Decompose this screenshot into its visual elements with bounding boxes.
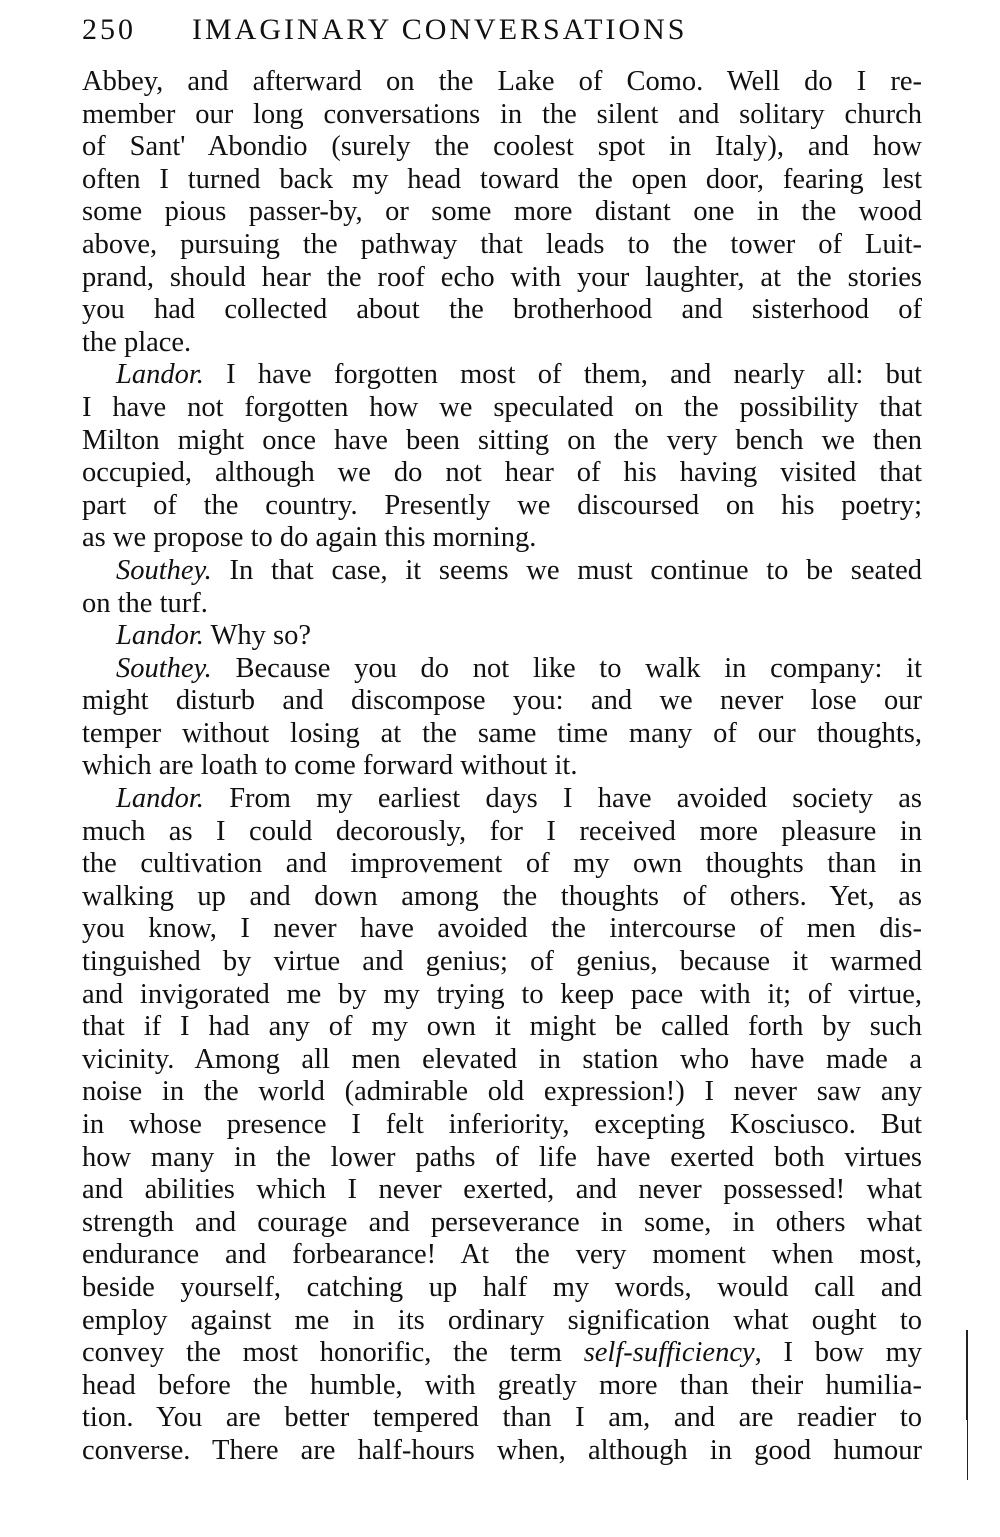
line-text: that if I had any of my own it might be called forth by such	[82, 1011, 922, 1043]
text-line	[82, 848, 922, 881]
line-text: often I turned back my head toward the open door, fearing lest	[82, 163, 922, 195]
text-line	[82, 1207, 922, 1240]
running-header	[82, 12, 942, 52]
text-line	[82, 1011, 922, 1044]
text-line	[82, 1174, 922, 1207]
line-text: might disturb and discompose you: and we never lose our	[82, 685, 922, 717]
line-text: endurance and forbearance! At the very moment when most,	[82, 1239, 922, 1271]
line-text: beside yourself, catching up half my words, would call and	[82, 1271, 922, 1303]
text-line	[82, 1109, 922, 1142]
line-text: In that case, it seems we must continue to be seated	[211, 554, 922, 586]
text-line	[82, 979, 922, 1012]
speaker-name: Southey.	[116, 554, 212, 586]
text-line	[82, 750, 922, 783]
text-line	[82, 229, 922, 262]
line-text: temper without losing at the same time many of our thoughts,	[82, 717, 922, 749]
line-text: I have forgotten most of them, and nearly all: but	[203, 359, 922, 391]
text-line	[82, 490, 922, 523]
text-line	[82, 1370, 922, 1403]
margin-rule	[967, 1420, 968, 1480]
line-text: the place.	[82, 326, 192, 358]
text-line	[82, 1142, 922, 1175]
line-text: occupied, although we do not hear of his having visited that	[82, 457, 922, 489]
line-text: as we propose to do again this morning.	[82, 522, 537, 554]
line-text: I have not forgotten how we speculated on the possibility that	[82, 391, 922, 423]
text-line	[82, 1272, 922, 1305]
line-text: tinguished by virtue and genius; of genius, because it warmed	[82, 946, 922, 978]
line-text: in whose presence I felt inferiority, excepting Kosciusco. But	[82, 1109, 922, 1140]
text-line	[82, 392, 922, 425]
line-text: you had collected about the brotherhood and sisterhood of	[82, 294, 922, 326]
body-text	[82, 66, 922, 1468]
line-text: strength and courage and perseverance in some, in others what	[82, 1206, 922, 1238]
text-line	[82, 66, 922, 99]
text-line	[82, 1044, 922, 1077]
line-text: Abbey, and afterward on the Lake of Como. Well do I re-	[82, 66, 922, 97]
text-line	[82, 1305, 922, 1338]
text-line	[82, 588, 922, 621]
text-line	[82, 164, 922, 197]
text-line	[82, 196, 922, 229]
text-line	[82, 1402, 922, 1435]
text-line	[82, 522, 922, 555]
running-title: IMAGINARY CONVERSATIONS	[192, 13, 688, 46]
line-text: convey the most honorific, the term	[82, 1337, 584, 1369]
line-text: on the turf.	[82, 587, 208, 619]
text-line	[82, 1337, 922, 1370]
line-text: walking up and down among the thoughts of others. Yet, as	[82, 880, 922, 912]
line-text: Why so?	[203, 620, 312, 652]
speaker-name: Landor.	[116, 783, 204, 815]
text-line	[82, 653, 922, 686]
line-text: tion. You are better tempered than I am, and are readier to	[82, 1402, 922, 1434]
speaker-name: Southey.	[116, 652, 212, 684]
line-text: above, pursuing the pathway that leads to the tower of Luit-	[82, 228, 922, 260]
line-text: From my earliest days I have avoided society as	[203, 783, 922, 815]
text-line	[82, 946, 922, 979]
line-text: how many in the lower paths of life have exerted both virtues	[82, 1141, 922, 1173]
text-line	[82, 685, 922, 718]
page-number: 250	[82, 13, 136, 46]
text-line	[82, 783, 922, 816]
line-text: noise in the world (admirable old expression!) I never saw any	[82, 1076, 922, 1108]
text-line	[82, 1435, 922, 1468]
speaker-name: Landor.	[116, 620, 204, 652]
text-line	[82, 555, 922, 588]
line-text: you know, I never have avoided the intercourse of men dis-	[82, 913, 922, 945]
line-text: head before the humble, with greatly more than their humilia-	[82, 1369, 922, 1401]
line-text: Because you do not like to walk in company: it	[211, 652, 922, 684]
text-line	[82, 718, 922, 751]
text-line	[82, 1076, 922, 1109]
text-line	[82, 425, 922, 458]
line-text: , I bow my	[754, 1337, 922, 1369]
line-text: member our long conversations in the silent and solitary church	[82, 98, 922, 130]
line-text: employ against me in its ordinary signification what ought to	[82, 1304, 922, 1336]
line-text: vicinity. Among all men elevated in station who have made a	[82, 1043, 922, 1075]
text-line	[82, 262, 922, 295]
emphasized-term: self-sufficiency	[583, 1337, 755, 1369]
line-text: and invigorated me by my trying to keep pace with it; of virtue,	[82, 978, 922, 1010]
line-text: part of the country. Presently we discoursed on his poetry;	[82, 489, 922, 521]
text-line	[82, 881, 922, 914]
line-text: Milton might once have been sitting on the very bench we then	[82, 424, 922, 456]
text-line	[82, 294, 922, 327]
line-text: some pious passer-by, or some more distant one in the wood	[82, 196, 922, 228]
line-text: the cultivation and improvement of my own thoughts than in	[82, 848, 922, 880]
text-line	[82, 816, 922, 849]
text-line	[82, 1239, 922, 1272]
line-text: which are loath to come forward without it.	[82, 750, 578, 782]
text-line	[82, 99, 922, 132]
line-text: prand, should hear the roof echo with your laughter, at the stories	[82, 261, 922, 293]
text-line	[82, 327, 922, 360]
text-line	[82, 457, 922, 490]
text-line	[82, 359, 922, 392]
line-text: and abilities which I never exerted, and never possessed! what	[82, 1174, 922, 1206]
text-line	[82, 131, 922, 164]
line-text: converse. There are half-hours when, although in good humour	[82, 1434, 922, 1466]
line-text: of Sant' Abondio (surely the coolest spot in Italy), and how	[82, 131, 922, 163]
margin-rule	[966, 1330, 968, 1420]
speaker-name: Landor.	[116, 359, 204, 391]
text-line	[82, 620, 922, 653]
line-text: much as I could decorously, for I received more pleasure in	[82, 815, 922, 847]
text-line	[82, 913, 922, 946]
